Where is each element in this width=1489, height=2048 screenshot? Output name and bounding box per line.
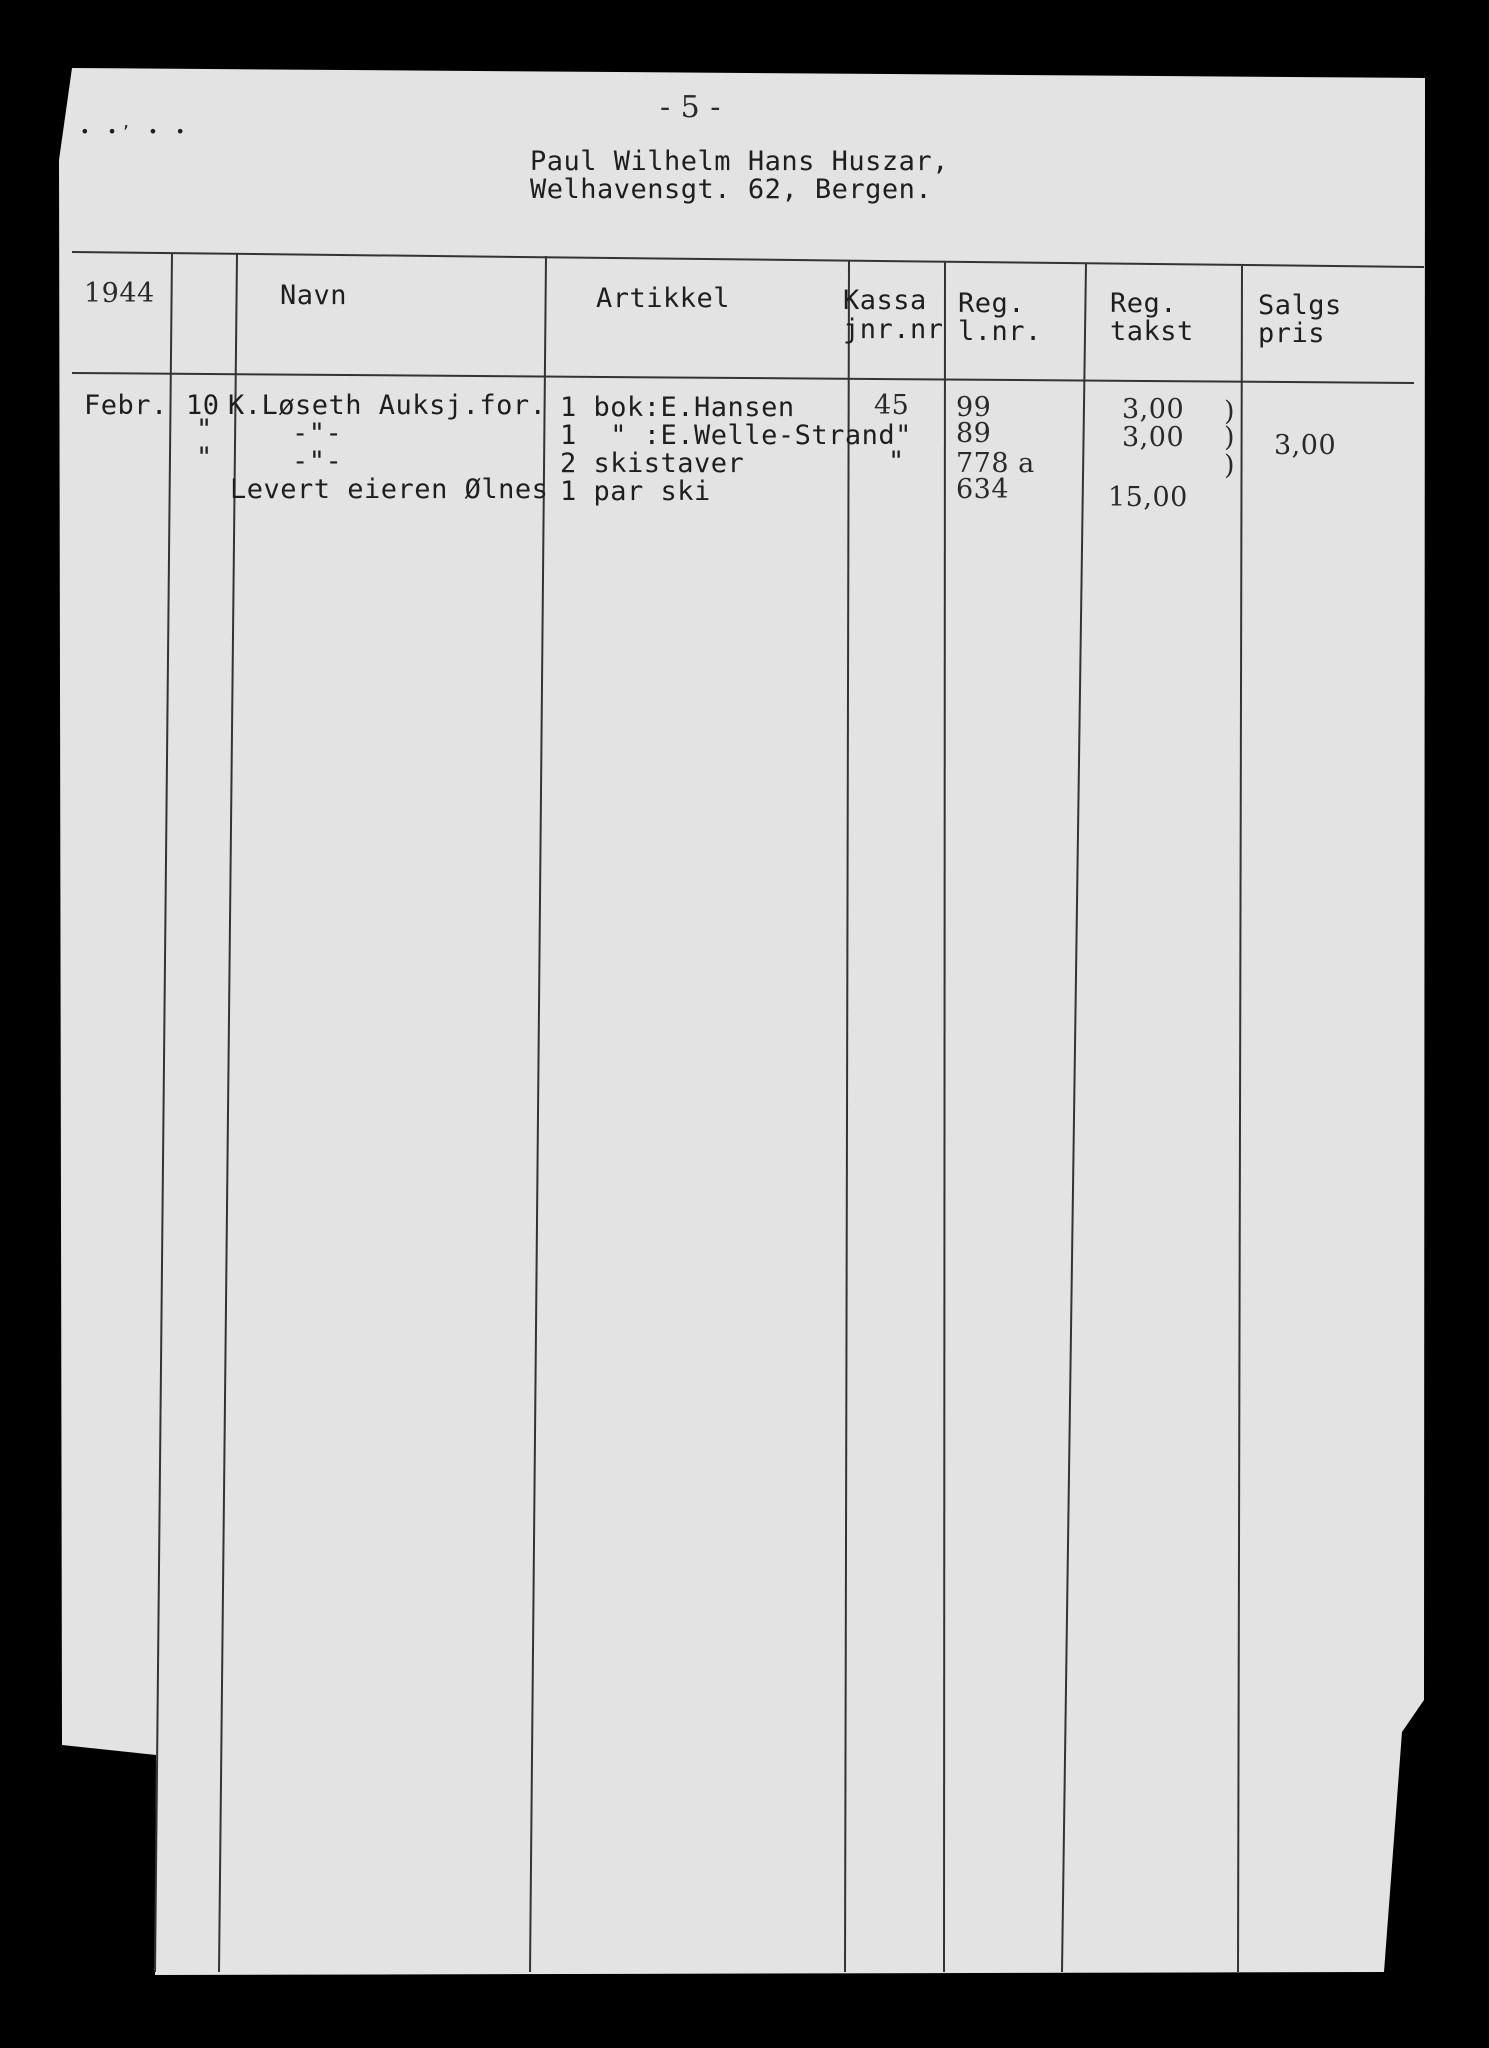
row-3-reg-lnr: 778 a [956, 448, 1035, 479]
row-2-day: " [196, 414, 213, 445]
row-1-month: Febr. [84, 390, 168, 421]
row-3-artikkel: 2 skistaver [560, 448, 745, 479]
row-3-navn: -"- [292, 446, 343, 477]
header-reg-takst-2: takst [1110, 316, 1194, 347]
page-number: - 5 - [660, 90, 721, 125]
row-1-reg-lnr: 99 [956, 392, 992, 423]
header-reg-lnr-1: Reg. [958, 288, 1026, 319]
header-salgs-2: pris [1258, 318, 1326, 349]
row-1-reg-takst: 3,00 [1122, 394, 1185, 425]
header-artikkel: Artikkel [596, 283, 731, 314]
header-reg-lnr-2: l.nr. [958, 316, 1042, 347]
row-1-artikkel: 1 bok:E.Hansen [560, 392, 795, 423]
row-2-navn: -"- [292, 418, 343, 449]
row-4-reg-takst: 15,00 [1108, 482, 1188, 513]
bracket-1: ) [1224, 396, 1236, 427]
header-salgs-1: Salgs [1258, 290, 1342, 321]
bracket-3: ) [1224, 450, 1236, 481]
header-navn: Navn [280, 280, 348, 311]
row-1-kassa: 45 [874, 390, 910, 421]
bracket-2: ) [1224, 422, 1236, 453]
margin-mark: • •’ • • [80, 122, 190, 141]
owner-name: Paul Wilhelm Hans Huszar, [530, 146, 949, 177]
row-1-navn: K.Løseth Auksj.for. [228, 390, 547, 421]
row-1-day: 10 [186, 390, 220, 421]
owner-address: Welhavensgt. 62, Bergen. [530, 174, 933, 205]
row-2-reg-lnr: 89 [956, 418, 992, 449]
row-3-kassa: " [888, 446, 905, 477]
salgspris-value: 3,00 [1274, 430, 1337, 461]
header-reg-takst-1: Reg. [1110, 288, 1178, 319]
header-kassa-2: jnr.nr [843, 314, 944, 345]
row-4-artikkel: 1 par ski [560, 476, 711, 507]
row-3-day: " [196, 442, 213, 473]
row-4-reg-lnr: 634 [956, 474, 1010, 505]
header-kassa-1: Kassa [843, 285, 927, 316]
row-2-artikkel: 1 " :E.Welle-Strand" [560, 420, 912, 451]
row-2-reg-takst: 3,00 [1122, 422, 1185, 453]
row-4-navn: Levert eieren Ølnes [230, 474, 549, 505]
header-year: 1944 [84, 278, 155, 309]
